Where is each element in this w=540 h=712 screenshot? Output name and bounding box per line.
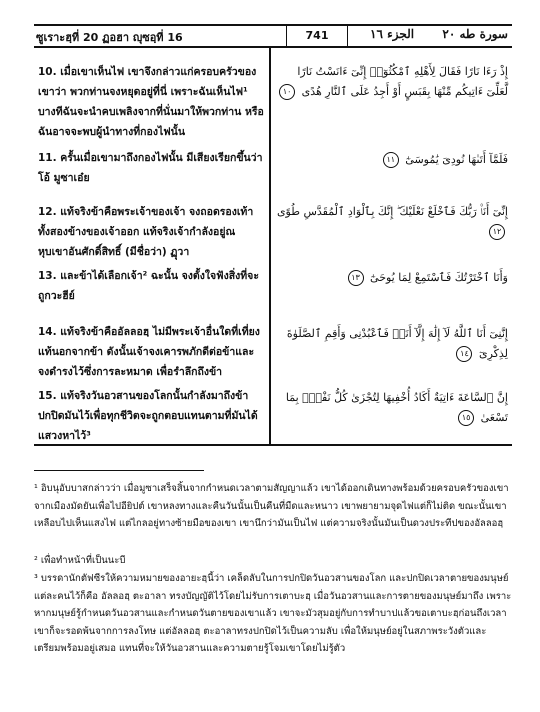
verse-thai-14: 14. แท้จริงข้าคืออัลลอฮฺ ไม่มีพระเจ้าอื่นใดที่เที่ยงแท้นอกจากข้า ดังนั้นเจ้าจงเคารพภักดีต่อข้าและจงดำรงไว้ซึ่งการละหมาด เพื่อรำลึกถึงข้า bbox=[38, 326, 260, 378]
verse-arabic-10 bbox=[276, 62, 508, 102]
verse-arabic-14 bbox=[276, 324, 508, 364]
page-number: 741 bbox=[286, 26, 348, 46]
footnote-rule bbox=[34, 470, 204, 471]
verse-arabic-text: إِنَّنِىٓ أَنَا ٱللَّهُ لَآ إِلَٰهَ إِلَّآ أَنَا۠ فَٱعْبُدْنِى وَأَقِمِ ٱلصَّلَوٰةَ لِذِكْرِىٓ bbox=[286, 327, 508, 360]
verse-arabic-13 bbox=[276, 268, 508, 288]
verse-number-marker: ١٢ bbox=[489, 224, 505, 240]
surah-arabic-title: سورة طه ٢٠ bbox=[442, 27, 508, 41]
verse-arabic-text: إِنَّ ٱلسَّاعَةَ ءَاتِيَةٌ أَكَادُ أُخْفِيهَا لِتُجْزَىٰ كُلُّ نَفْسٍۭ بِمَا تَسْعَىٰ bbox=[285, 391, 508, 424]
verse-number-marker: ١١ bbox=[383, 152, 399, 168]
verse-number-marker: ١٤ bbox=[456, 346, 472, 362]
footnote-2: ² เพื่อทำหน้าที่เป็นนะบี bbox=[34, 555, 126, 566]
verse-number-marker: ١٣ bbox=[348, 270, 364, 286]
footnote-1: ¹ อิบนุอับบาสกล่าวว่า เมื่อมูซาเสร็จสิ้นจากกำหนดเวลาตามสัญญาแล้ว เขาได้ออกเดินทางพร้อมด้วยครอบครัวของเขา จากเมืองมัดยันเพื่อไปอียิปต์ เขาหลงทางและคืนวันนั้นเป็นคืนที่มืดและหนาว เขาพยายามจุดไฟแต่ก็ไม่ติด ขณะนั้นเขาเหลือบไปเห็นแสงไฟ แต่ไกลอยู่ทางซ้ายมือของเขา เขานึกว่ามันเป็นไฟ แต่ความจริงนั้นมันเป็นดวงประทีปของอัลลอฮฺ bbox=[34, 483, 509, 529]
verse-arabic-text: إِنِّىٓ أَنَا۠ رَبُّكَ فَٱخْلَعْ نَعْلَيْكَ ۖ إِنَّكَ بِٱلْوَادِ ٱلْمُقَدَّسِ طُوًى bbox=[276, 205, 508, 218]
verse-thai-12: 12. แท้จริงข้าคือพระเจ้าของเจ้า จงถอดรองเท้าทั้งสองข้างของเจ้าออก แท้จริงเจ้ากำลังอยู่ณ หุบเขาอันศักดิ์สิทธิ์ (มีชื่อว่า) ฏุวา bbox=[38, 206, 254, 258]
verse-arabic-text: فَلَمَّآ أَتَىٰهَا نُودِىَ يَٰمُوسَىٰٓ bbox=[405, 153, 508, 166]
verse-number-marker: ١٥ bbox=[458, 410, 474, 426]
page-header bbox=[34, 24, 512, 48]
verse-arabic-text: وَأَنَا ٱخْتَرْتُكَ فَٱسْتَمِعْ لِمَا يُوحَىٰٓ bbox=[370, 271, 508, 284]
verse-arabic-11 bbox=[276, 150, 508, 170]
verse-arabic-text: إِذْ رَءَا نَارًا فَقَالَ لِأَهْلِهِ ٱمْكُثُوٓا۟ إِنِّىٓ ءَانَسْتُ نَارًا لَّعَلِّىٓ ءَاتِيكُم مِّنْهَا بِقَبَسٍ أَوْ أَجِدُ عَلَى ٱلنَّارِ هُدًى bbox=[297, 65, 508, 98]
surah-thai-title: ซูเราะฮฺที่ 20 ฏอฮา ญุซอฺที่ 16 bbox=[36, 31, 183, 44]
verse-thai-11: 11. ครั้นเมื่อเขามาถึงกองไฟนั้น มีเสียงเรียกขึ้นว่า โอ้ มูซาเอ๋ย bbox=[38, 152, 263, 184]
verse-thai-13: 13. และข้าได้เลือกเจ้า² ฉะนั้น จงตั้งใจฟังสิ่งที่จะถูกวะฮีย์ bbox=[38, 270, 259, 302]
juz-arabic: الجزء ١٦ bbox=[370, 27, 415, 41]
verse-number-marker: ١٠ bbox=[279, 84, 295, 100]
column-divider bbox=[269, 46, 271, 446]
footnote-3: ³ บรรดานักตัฟซีรให้ความหมายของอายะฮฺนี้ว่า เคล็ดลับในการปกปิดวันอวสานของโลก และปกปิดเวลาตายของมนุษย์แต่ละคนไว้ก็คือ อัลลอฮฺ ตะอาลา ทรงบัญญัติไว้โดยไม่รับการเตาบะฮฺ เมื่อวันอวสานและการตายของมนุษย์มาถึง เพราะหากมนุษย์รู้กำหนดวันอวสานและกำหนดวันตายของเขาแล้ว เขาจะมัวสุมอยู่กับการทำบาปแล้วขอเตาบะฮฺก่อนถึงเวลา เขาก็จะรอดพ้นจากการลงโทษ แต่อัลลอฮฺ ตะอาลาทรงปกปิดไว้เป็นความลับ เพื่อให้มนุษย์อยู่ในสภาพระวังตัวและเตรียมพร้อมอยู่เสมอ แทนที่จะให้วันอวสานและความตายรู้โจมเขาโดยไม่รู้ตัว bbox=[34, 573, 512, 654]
verse-thai-10: 10. เมื่อเขาเห็นไฟ เขาจึงกล่าวแก่ครอบครัวของเขาว่า พวกท่านจงหยุดอยู่ที่นี่ เพราะฉันเห็นไฟ¹ บางทีฉันจะนำคบเพลิงจากที่นั่นมาให้พวกท่าน หรือฉันอาจจะพบผู้นำทางที่กองไฟนั้น bbox=[38, 66, 264, 138]
verse-arabic-15 bbox=[276, 388, 508, 428]
verse-thai-15: 15. แท้จริงวันอวสานของโลกนั้นกำลังมาถึงข้าปกปิดมันไว้เพื่อทุกชีวิตจะถูกตอบแทนตามที่มันได้แสวงหาไว้³ bbox=[38, 390, 258, 442]
verse-arabic-12 bbox=[276, 202, 508, 242]
